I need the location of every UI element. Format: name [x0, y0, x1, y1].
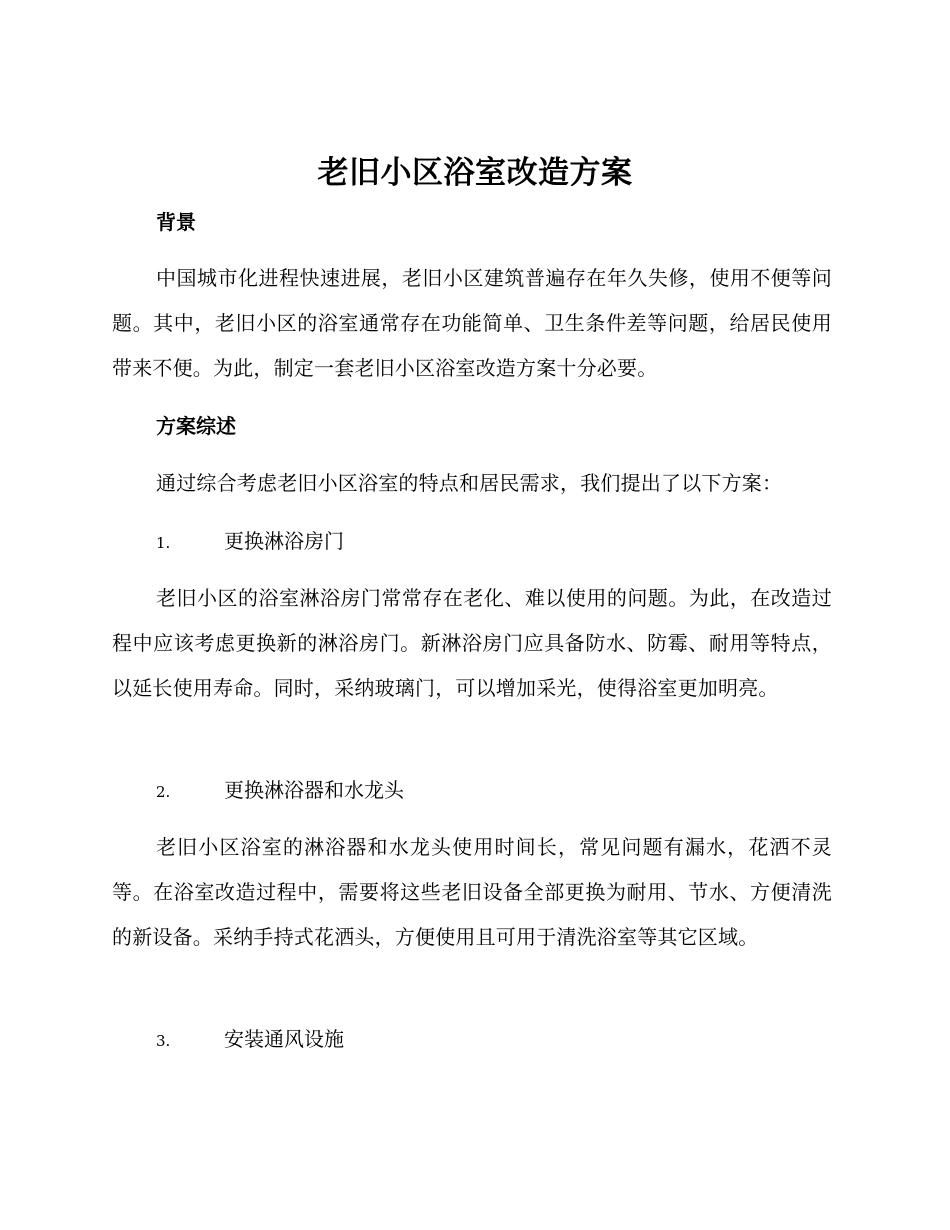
background-paragraph: 中国城市化进程快速进展，老旧小区建筑普遍存在年久失修，使用不便等问题。其中，老旧小区的浴室通常存在功能简单、卫生条件差等问题，给居民使用带来不便。为此，制定一套老旧小区浴室改造方案十分必要。: [112, 266, 832, 380]
list-item-1-number: 1.: [156, 534, 171, 552]
list-item-3-number: 3.: [156, 1032, 171, 1050]
list-item-3-title: 安装通风设施: [224, 1027, 344, 1051]
list-item-1: [156, 527, 344, 557]
overview-paragraph: 通过综合考虑老旧小区浴室的特点和居民需求，我们提出了以下方案：: [156, 471, 783, 495]
list-item-3: [156, 1025, 344, 1055]
list-item-2-number: 2.: [156, 783, 171, 801]
list-item-1-title: 更换淋浴房门: [224, 529, 344, 553]
overview-heading: 方案综述: [156, 414, 236, 438]
list-item-2: [156, 776, 404, 806]
list-item-2-paragraph: 老旧小区浴室的淋浴器和水龙头使用时间长，常见问题有漏水，花洒不灵等。在浴室改造过程中，需要将这些老旧设备全部更换为耐用、节水、方便清洗的新设备。采纳手持式花洒头，方便使用且可用于清洗浴室等其它区域。: [112, 835, 832, 949]
document-title: 老旧小区浴室改造方案: [317, 155, 633, 191]
list-item-2-title: 更换淋浴器和水龙头: [224, 778, 404, 802]
list-item-1-paragraph: 老旧小区的浴室淋浴房门常常存在老化、难以使用的问题。为此，在改造过程中应该考虑更换新的淋浴房门。新淋浴房门应具备防水、防霉、耐用等特点，以延长使用寿命。同时，采纳玻璃门，可以增加采光，使得浴室更加明亮。: [112, 586, 832, 700]
background-heading: 背景: [156, 210, 196, 234]
